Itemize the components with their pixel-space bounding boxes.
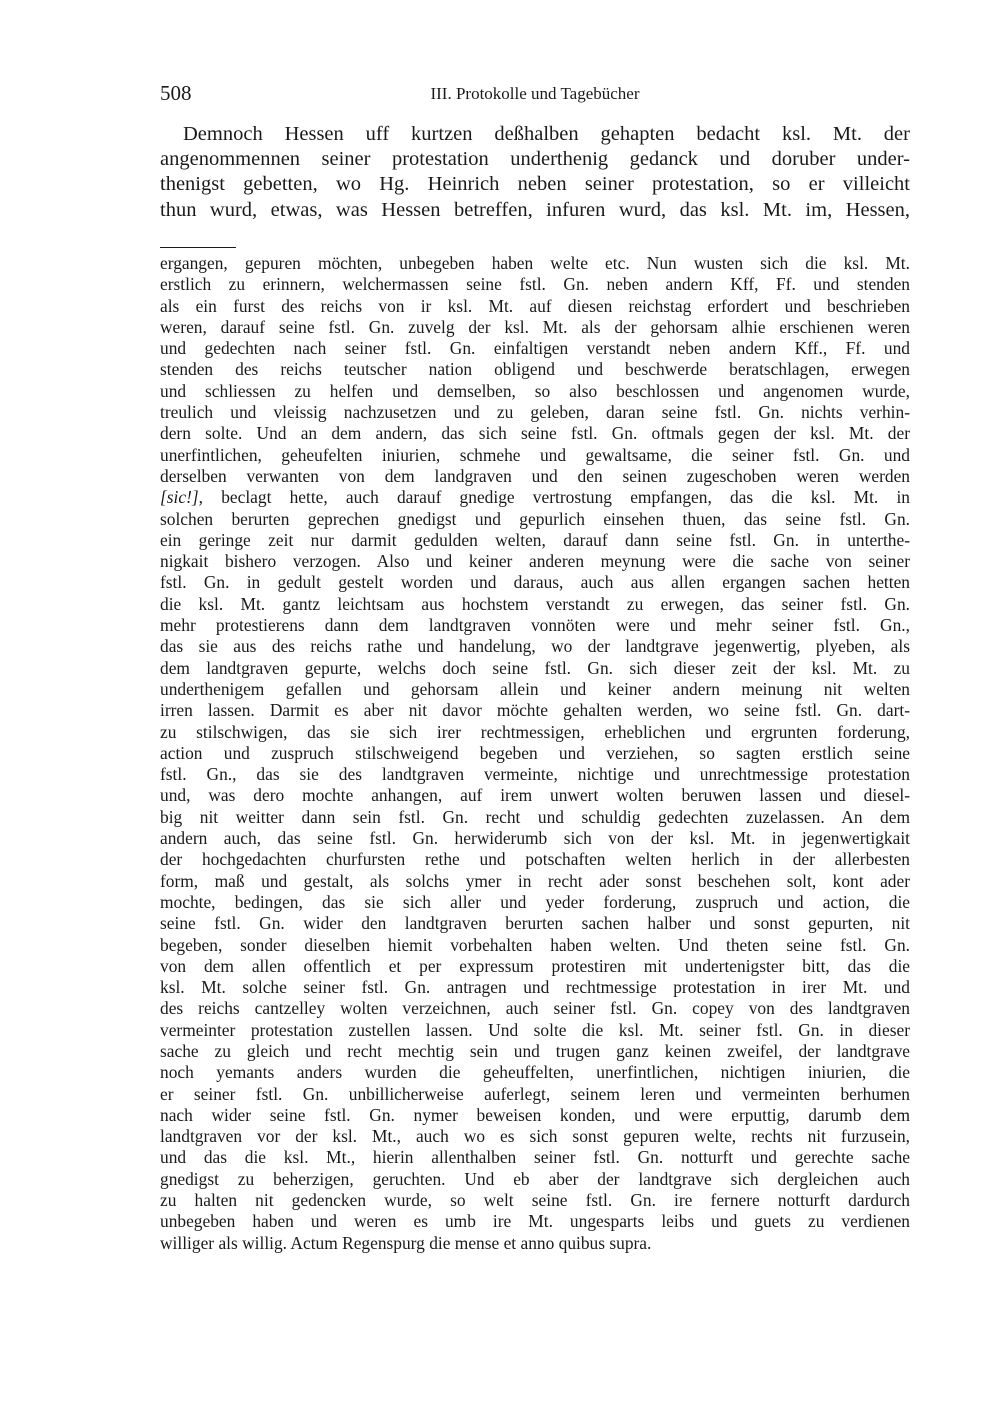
footnote-line: und das die ksl. Mt., hierin allenthalben seiner fstl. Gn. notturft und gerechte sache <box>160 1147 910 1168</box>
footnote-line: zu halten nit gedencken wurde, so welt seine fstl. Gn. ire fernere notturft dardurch <box>160 1190 910 1211</box>
main-text-line: angenommennen seiner protestation underthenig gedanck und doruber under- <box>160 148 910 171</box>
running-title: III. Protokolle und Tagebücher <box>430 84 640 103</box>
main-text-line: Demnoch Hessen uff kurtzen deßhalben gehapten bedacht ksl. Mt. der <box>183 123 910 145</box>
editorial-sic-note: [sic!] <box>160 487 199 508</box>
footnote-line-with-sic <box>160 487 910 508</box>
footnote-line: und, was dero mochte anhangen, auf irem unwert wolten beruwen lassen und diesel- <box>160 785 910 806</box>
footnote-line: big nit weitter dann sein fstl. Gn. recht und schuldig gedechten zuzelassen. An dem <box>160 806 910 827</box>
page <box>160 0 910 1418</box>
footnote-line: fstl. Gn., das sie des landtgraven vermeinte, nichtige und unrechtmessige protestation <box>160 764 910 785</box>
footnote-line: treulich und vleissig nachzusetzen und zu geleben, daran seine fstl. Gn. nichts verhin- <box>160 402 910 423</box>
footnote-line: solchen berurten geprechen gnedigst und gepurlich einsehen thuen, das seine fstl. Gn. <box>160 508 910 529</box>
footnote-line: begeben, sonder dieselben hiemit vorbehalten haben welten. Und theten seine fstl. Gn. <box>160 934 910 955</box>
footnote-line: noch yemants anders wurden die geheuffelten, unerfintlichen, nichtigen iniurien, die <box>160 1062 910 1083</box>
footnote-line: andern auch, das seine fstl. Gn. herwiderumb sich von der ksl. Mt. in jegenwertigkait <box>160 828 910 849</box>
footnote-line: irren lassen. Darmit es aber nit davor möchte gehalten werden, wo seine fstl. Gn. dart- <box>160 700 910 721</box>
footnote-line: form, maß und gestalt, als solchs ymer in recht ader sonst beschehen solt, kont ader <box>160 870 910 891</box>
footnote-line: weren, darauf seine fstl. Gn. zuvelg der ksl. Mt. als der gehorsam alhie erschienen weren <box>160 316 910 337</box>
page-number: 508 <box>160 81 192 105</box>
footnote-line: nach wider seine fstl. Gn. nymer beweisen konden, und were erputtig, darumb dem <box>160 1104 910 1125</box>
footnote-line: und schliessen zu helfen und demselben, so also beschlossen und angenomen wurde, <box>160 380 910 401</box>
footnote-line: von dem allen offentlich et per expressum protestiren mit undertenigster bitt, das die <box>160 955 910 976</box>
footnote-line: derselben verwanten von dem landgraven und den seinen zugeschoben weren werden <box>160 465 910 486</box>
footnote-line: das sie aus des reichs rathe und handelung, wo der landtgrave jegenwertig, plyeben, als <box>160 636 910 657</box>
footnote-line: williger als willig. Actum Regenspurg die mense et anno quibus supra. <box>160 1232 652 1253</box>
footnote-line: landtgraven vor der ksl. Mt., auch wo es sich sonst gepuren welte, rechts nit furzusein, <box>160 1126 910 1147</box>
footnote-line: seine fstl. Gn. wider den landtgraven berurten sachen halber und sonst gepurten, nit <box>160 913 910 934</box>
footnote-line: unerfintlichen, geheufelten iniurien, schmehe und gewaltsame, die seiner fstl. Gn. und <box>160 444 910 465</box>
footnote-line: sache zu gleich und recht mechtig sein und trugen ganz keinen zweifel, der landtgrave <box>160 1040 910 1061</box>
footnote <box>160 253 910 1254</box>
footnote-line: und gedechten nach seiner fstl. Gn. einfaltigen verstandt neben andern Kff., Ff. und <box>160 338 910 359</box>
footnote-line: als ein furst des reichs von ir ksl. Mt. auf diesen reichstag erfordert und beschrieben <box>160 295 910 316</box>
footnote-line: stenden des reichs teutscher nation obligend und beschwerde beratschlagen, erwegen <box>160 359 910 380</box>
footnote-separator-rule <box>160 247 236 248</box>
footnote-line: erstlich zu erinnern, welchermassen seine fstl. Gn. neben andern Kff, Ff. und stenden <box>160 274 910 295</box>
footnote-line: gnedigst zu beherzigen, geruchten. Und eb aber der landtgrave sich dergleichen auch <box>160 1168 910 1189</box>
main-text-paragraph <box>160 122 910 223</box>
footnote-line: ein geringe zeit nur darmit gedulden welten, darauf dann seine fstl. Gn. in unterthe- <box>160 529 910 550</box>
footnote-line: underthenigem gefallen und gehorsam allein und keiner andern meinung nit welten <box>160 678 910 699</box>
footnote-line: mochte, bedingen, das sie sich aller und yeder forderung, zuspruch und action, die <box>160 891 910 912</box>
footnote-line: dem landtgraven gepurte, welchs doch seine fstl. Gn. sich dieser zeit der ksl. Mt. zu <box>160 657 910 678</box>
footnote-line: des reichs cantzelley wolten verzeichnen, auch seiner fstl. Gn. copey von des landtgraven <box>160 998 910 1019</box>
footnote-line: action und zuspruch stilschweigend begeben und verziehen, so sagten erstlich seine <box>160 742 910 763</box>
footnote-line: die ksl. Mt. gantz leichtsam aus hochstem verstandt zu erwegen, das seiner fstl. Gn. <box>160 593 910 614</box>
footnote-line-text: , beclagt hette, auch darauf gnedige vertrostung empfangen, das die ksl. Mt. in <box>198 487 910 508</box>
main-text-line: thun wurd, etwas, was Hessen betreffen, infuren wurd, das ksl. Mt. im, Hessen, <box>160 198 910 221</box>
footnote-line: ksl. Mt. solche seiner fstl. Gn. antragen und rechtmessige protestation in irer Mt. und <box>160 977 910 998</box>
footnote-line: vermeinter protestation zustellen lassen. Und solte die ksl. Mt. seiner fstl. Gn. in dieser <box>160 1019 910 1040</box>
footnote-line: zu stilschwigen, das sie sich irer rechtmessigen, erheblichen und ergrunten forderung, <box>160 721 910 742</box>
footnote-line: fstl. Gn. in gedult gestelt worden und daraus, auch aus allen ergangen sachen hetten <box>160 572 910 593</box>
running-head <box>160 80 910 106</box>
footnote-line: nigkait bishero verzogen. Also und keiner anderen meynung were die sache von seiner <box>160 551 910 572</box>
footnote-line: er seiner fstl. Gn. unbillicherweise auferlegt, seinem leren und vermeinten berhumen <box>160 1083 910 1104</box>
footnote-line: mehr protestierens dann dem landtgraven vonnöten were und mehr seiner fstl. Gn., <box>160 615 910 636</box>
footnote-line: ergangen, gepuren möchten, unbegeben haben welte etc. Nun wusten sich die ksl. Mt. <box>160 253 910 273</box>
footnote-line: unbegeben haben und weren es umb ire Mt. ungesparts leibs und guets zu verdienen <box>160 1211 910 1232</box>
footnote-line: der hochgedachten churfursten rethe und potschaften welten herlich in der allerbesten <box>160 849 910 870</box>
main-text-line: thenigst gebetten, wo Hg. Heinrich neben seiner protestation, so er villeicht <box>160 173 910 196</box>
footnote-line: dern solte. Und an dem andern, das sich seine fstl. Gn. oftmals gegen der ksl. Mt. der <box>160 423 910 444</box>
